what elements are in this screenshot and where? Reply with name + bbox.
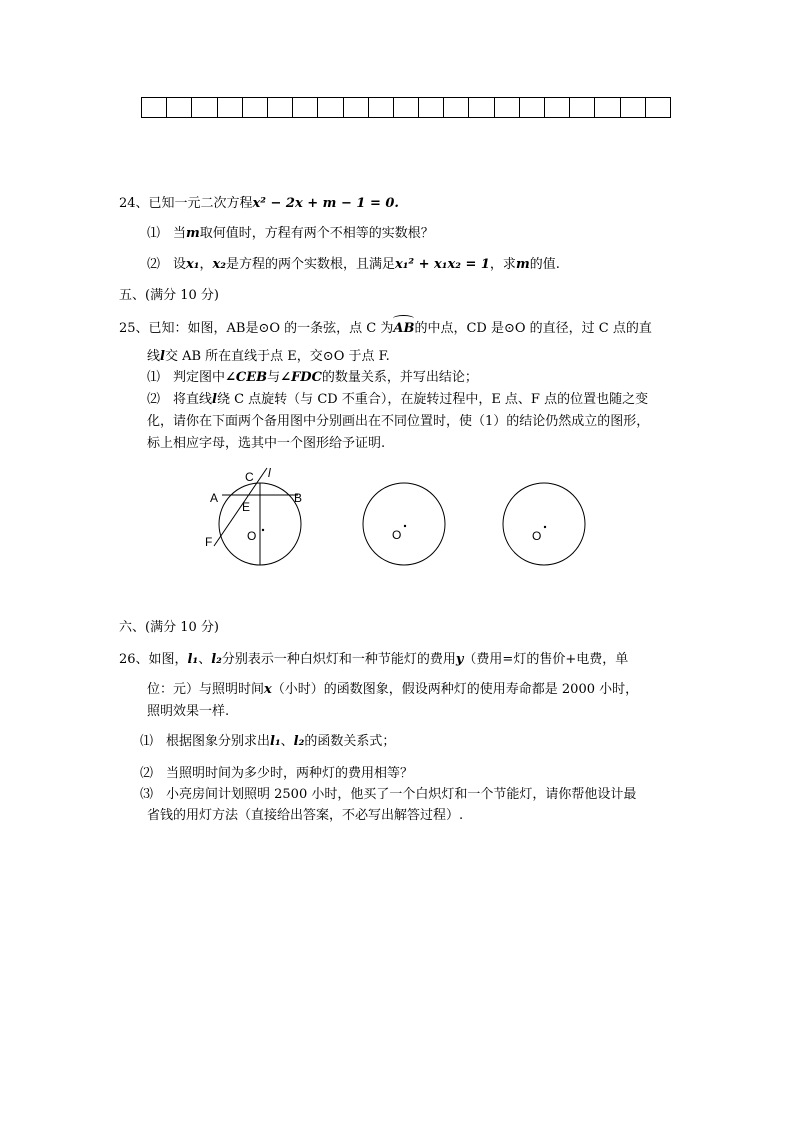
- q24-part2: ⑵ 设x₁，x₂是方程的两个实数根，且满足x₁² + x₁x₂ = 1，求m的值.: [147, 257, 560, 272]
- spare-label-o-2: O: [532, 529, 542, 543]
- q25-part2-line1: ⑵ 将直线l绕 C 点旋转（与 CD 不重合），在旋转过程中，E 点、F 点的位置也随之变: [147, 392, 649, 407]
- q25-main-figure: [195, 460, 315, 575]
- answer-cell: [394, 97, 419, 118]
- section-five-title: 五、(满分 10 分): [119, 288, 219, 303]
- answer-cell: [444, 97, 469, 118]
- q25-line1: 25、已知：如图，AB是⊙O 的一条弦，点 C 为 AB的中点，CD 是⊙O 的直径，过 C 点的直: [119, 320, 652, 338]
- answer-grid: [141, 97, 671, 118]
- q26-line3: 照明效果一样.: [147, 704, 230, 719]
- answer-cell: [268, 97, 293, 118]
- answer-cell: [192, 97, 217, 118]
- label-b: B: [294, 491, 303, 505]
- q25-part2-line3: 标上相应字母，选其中一个图形给予证明.: [147, 436, 386, 451]
- center-dot: [262, 529, 264, 531]
- label-e: E: [242, 500, 251, 514]
- answer-cell: [621, 97, 646, 118]
- answer-cell: [344, 97, 369, 118]
- q25-spare-figure-2: [500, 480, 590, 570]
- q24-part1: ⑴ 当m取何值时，方程有两个不相等的实数根？: [147, 226, 434, 241]
- q26-part3-line2: 省钱的用灯方法（直接给出答案，不必写出解答过程）.: [147, 808, 464, 823]
- spare-center-dot-2: [544, 526, 546, 528]
- answer-cell: [318, 97, 343, 118]
- answer-cell: [243, 97, 268, 118]
- q24-stem: 24、已知一元二次方程x² − 2x + m − 1 = 0.: [119, 196, 399, 211]
- q25-spare-figure-1: [360, 480, 450, 570]
- label-l: l: [268, 466, 271, 480]
- arc-mark: [393, 315, 414, 322]
- spare-circle-2: [503, 483, 585, 565]
- answer-cell: [293, 97, 318, 118]
- label-a: A: [210, 491, 219, 505]
- label-f: F: [205, 535, 213, 549]
- q25-part2-line2: 化，请你在下面两个备用图中分别画出在不同位置时，使（1）的结论仍然成立的图形，: [147, 414, 650, 429]
- answer-cell: [469, 97, 494, 118]
- section-six-title: 六、(满分 10 分): [119, 620, 219, 635]
- q26-part2: ⑵ 当照明时间为多少时，两种灯的费用相等？: [140, 766, 414, 781]
- q26-line2: 位：元）与照明时间x（小时）的函数图象，假设两种灯的使用寿命都是 2000 小时，: [147, 682, 639, 697]
- label-o: O: [247, 529, 257, 543]
- q26-part1: ⑴ 根据图象分别求出l₁、l₂的函数关系式；: [140, 734, 396, 749]
- q26-line1: 26、如图，l₁、l₂分别表示一种白炽灯和一种节能灯的费用y（费用=灯的售价+电费，单: [119, 652, 629, 667]
- answer-cell: [646, 97, 671, 118]
- answer-cell: [167, 97, 192, 118]
- q26-part3-line1: ⑶ 小亮房间计划照明 2500 小时，他买了一个白炽灯和一个节能灯，请你帮他设计最: [140, 787, 637, 802]
- label-c: C: [245, 470, 254, 484]
- answer-cell: [520, 97, 545, 118]
- q25-part1: ⑴ 判定图中∠CEB与∠FDC的数量关系，并写出结论；: [147, 370, 478, 385]
- spare-circle-1: [363, 483, 445, 565]
- line-l: [214, 468, 267, 546]
- spare-label-o-1: O: [392, 528, 402, 542]
- answer-cell: [419, 97, 444, 118]
- answer-cell: [570, 97, 595, 118]
- answer-cell: [495, 97, 520, 118]
- answer-cell: [545, 97, 570, 118]
- q25-line2: 线l交 AB 所在直线于点 E，交⊙O 于点 F.: [147, 349, 390, 364]
- answer-cell: [218, 97, 243, 118]
- spare-center-dot-1: [404, 525, 406, 527]
- answer-cell: [369, 97, 394, 118]
- answer-cell: [595, 97, 620, 118]
- answer-cell: [142, 97, 167, 118]
